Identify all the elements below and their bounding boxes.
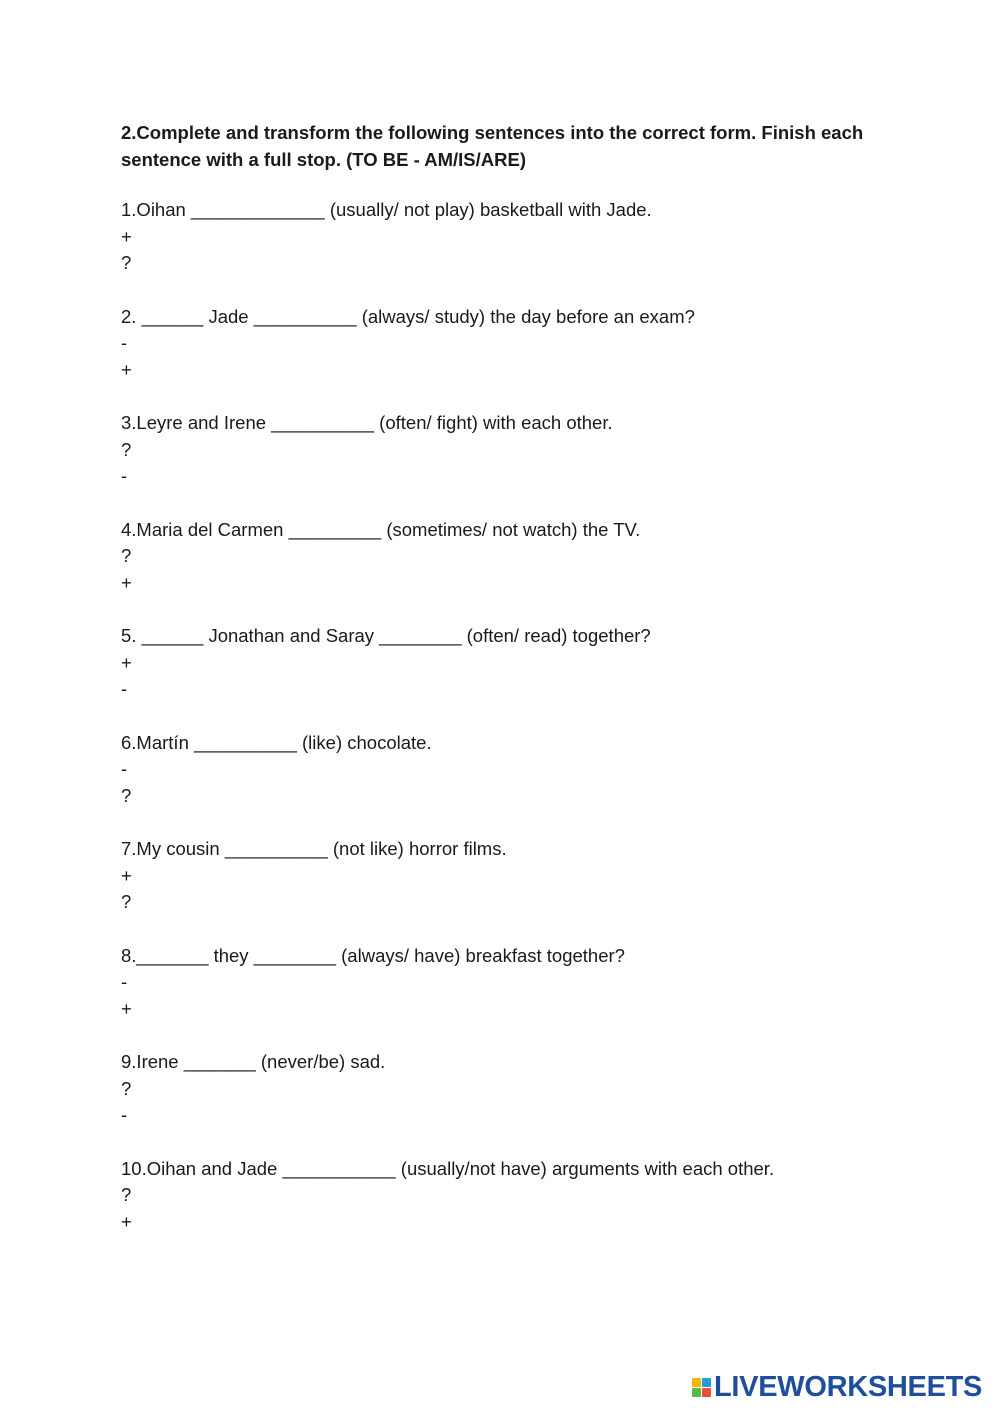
- exercise-transform-line: ?: [121, 438, 132, 460]
- exercise-transform-line: +: [121, 571, 132, 593]
- exercise-sentence: 9.Irene _______ (never/be) sad.: [121, 1051, 386, 1072]
- exercise-list: [121, 197, 941, 1262]
- exercise-item: [121, 1156, 941, 1263]
- exercise-transform-line: -: [121, 758, 128, 779]
- exercise-transform-line: ?: [121, 1077, 132, 1099]
- exercise-transform-line: -: [121, 1104, 128, 1125]
- exercise-transform-line: -: [121, 465, 128, 486]
- exercise-transform-line: ?: [121, 1184, 132, 1205]
- exercise-sentence: 6.Martín __________ (like) chocolate.: [121, 731, 432, 753]
- exercise-sentence: 2. ______ Jade __________ (always/ study) the day before an exam?: [121, 305, 695, 327]
- exercise-item: [121, 1049, 941, 1156]
- exercise-transform-line: ?: [121, 784, 132, 806]
- exercise-transform-line: +: [121, 997, 132, 1019]
- exercise-sentence: 1.Oihan _____________ (usually/ not play) basketball with Jade.: [121, 199, 652, 220]
- exercise-transform-line: +: [121, 358, 132, 380]
- exercise-item: [121, 304, 941, 411]
- exercise-item: [121, 517, 941, 624]
- instructions-heading: 2.Complete and transform the following sentences into the correct form. Finish each sentence with a full stop. (TO BE - AM/IS/ARE): [121, 122, 864, 170]
- exercise-sentence: 8._______ they ________ (always/ have) breakfast together?: [121, 944, 625, 966]
- logo-square: [702, 1378, 711, 1387]
- exercise-transform-line: ?: [121, 545, 132, 566]
- exercise-transform-line: -: [121, 971, 128, 992]
- exercise-transform-line: ?: [121, 252, 132, 273]
- exercise-item: [121, 836, 941, 943]
- exercise-sentence: 3.Leyre and Irene __________ (often/ fight) with each other.: [121, 412, 613, 433]
- exercise-transform-line: +: [121, 1210, 132, 1232]
- exercise-sentence: 5. ______ Jonathan and Saray ________ (often/ read) together?: [121, 625, 651, 646]
- exercise-transform-line: -: [121, 332, 128, 353]
- logo-square: [692, 1388, 701, 1397]
- exercise-transform-line: +: [121, 651, 132, 673]
- exercise-item: [121, 730, 941, 837]
- exercise-sentence: 7.My cousin __________ (not like) horror films.: [121, 838, 507, 859]
- liveworksheets-logo[interactable]: [692, 1372, 982, 1402]
- exercise-sentence: 10.Oihan and Jade ___________ (usually/not have) arguments with each other.: [121, 1157, 775, 1179]
- exercise-transform-line: -: [121, 678, 128, 699]
- exercise-item: [121, 197, 941, 304]
- exercise-item: [121, 623, 941, 730]
- exercise-sentence: 4.Maria del Carmen _________ (sometimes/ not watch) the TV.: [121, 518, 641, 540]
- exercise-transform-line: +: [121, 225, 132, 247]
- liveworksheets-logo-icon: [692, 1378, 711, 1397]
- exercise-item: [121, 943, 941, 1050]
- logo-text: LIVEWORKSHEETS: [714, 1371, 983, 1403]
- exercise-transform-line: +: [121, 864, 132, 886]
- logo-square: [702, 1388, 711, 1397]
- logo-square: [692, 1378, 701, 1387]
- exercise-item: [121, 410, 941, 517]
- exercise-transform-line: ?: [121, 891, 132, 912]
